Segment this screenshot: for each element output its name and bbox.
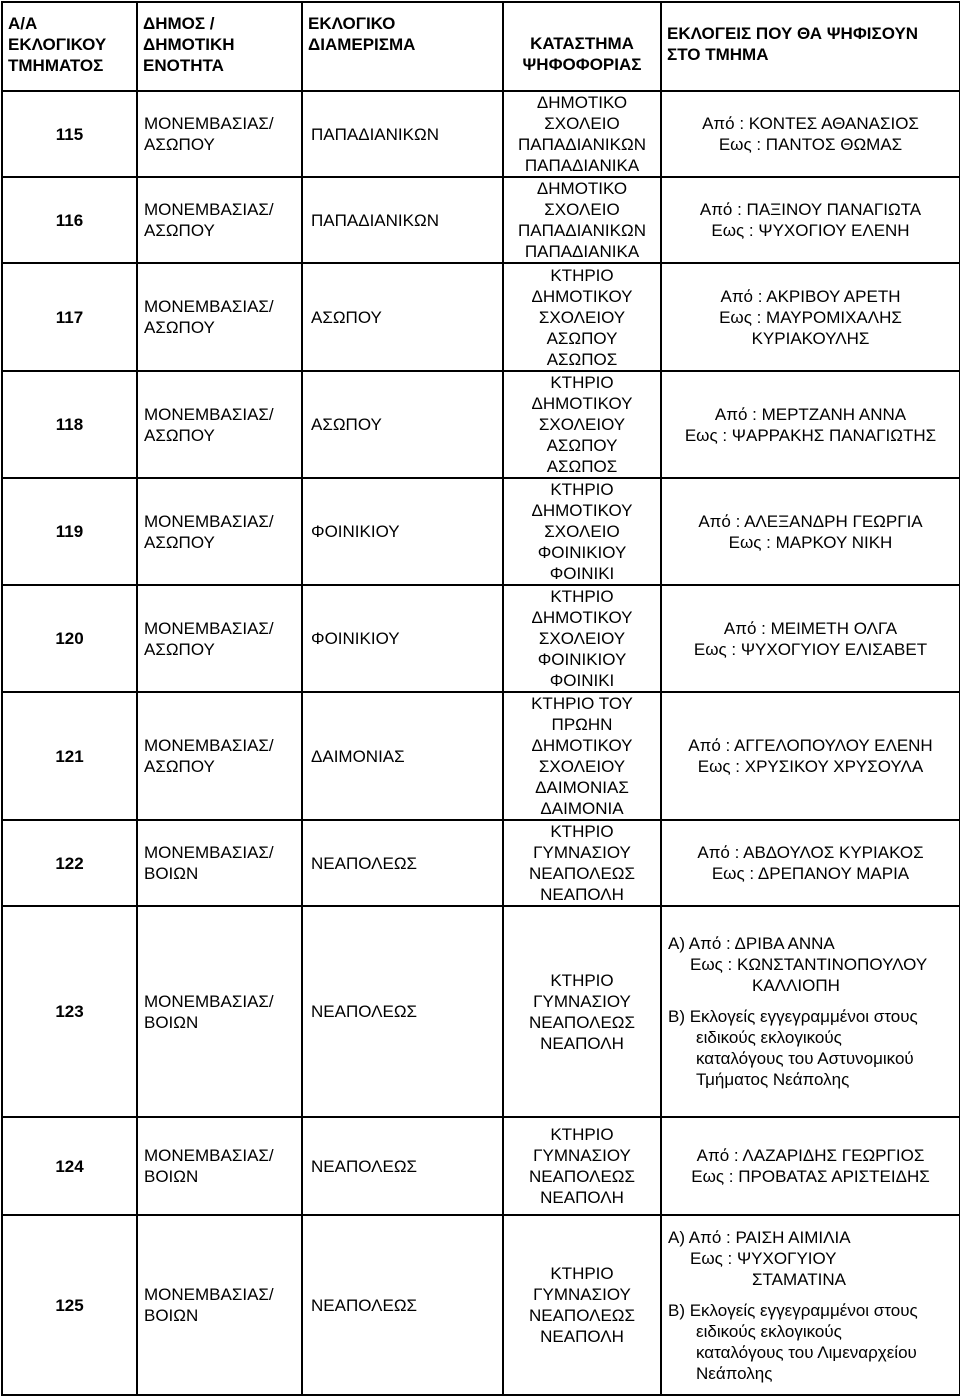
polling-station-line: ΠΑΠΑΔΙΑΝΙΚΑ: [524, 156, 640, 175]
section-number-cell: 119: [2, 478, 137, 585]
header-text: ΕΝΟΤΗΤΑ: [143, 56, 224, 75]
polling-station-line: ΝΕΑΠΟΛΗ: [540, 1327, 624, 1346]
voters-line: Τμήματος Νεάπολης: [696, 1070, 850, 1089]
municipality-line: ΑΣΩΠΟΥ: [144, 757, 215, 776]
table-row: [2, 1215, 960, 1395]
polling-station-line: ΝΕΑΠΟΛΕΩΣ: [528, 864, 636, 883]
polling-station-line: ΣΧΟΛΕΙΟ: [544, 522, 620, 541]
polling-station-cell: [503, 371, 661, 478]
polling-station-line: ΑΣΩΠΟΥ: [546, 436, 618, 455]
polling-station-line: ΓΥΜΝΑΣΙΟΥ: [533, 1146, 631, 1165]
voters-gap: [668, 996, 959, 1006]
municipality-cell: [137, 906, 302, 1117]
polling-station-cell: [503, 177, 661, 263]
polling-station-line: ΦΟΙΝΙΚΙΟΥ: [537, 543, 627, 562]
header-text: ΕΚΛΟΓΙΚΟΥ: [8, 35, 107, 54]
voters-range-cell: [661, 585, 960, 692]
municipality-line: ΜΟΝΕΜΒΑΣΙΑΣ/: [144, 297, 274, 316]
municipality-line: ΑΣΩΠΟΥ: [144, 135, 215, 154]
municipality-cell: [137, 1215, 302, 1395]
voters-line: ΚΥΡΙΑΚΟΥΛΗΣ: [751, 328, 870, 348]
section-number-cell: 123: [2, 906, 137, 1117]
municipality-line: ΑΣΩΠΟΥ: [144, 532, 215, 552]
header-polling-station: [503, 2, 661, 91]
municipality-line: ΜΟΝΕΜΒΑΣΙΑΣ/: [144, 736, 274, 755]
voters-range-cell: [661, 906, 960, 1117]
municipality-line: ΑΣΩΠΟΥ: [144, 425, 215, 445]
table-row: [2, 177, 960, 263]
voters-line: Εως : ΜΑΥΡΟΜΙΧΑΛΗΣ: [719, 307, 902, 327]
municipality-cell: [137, 371, 302, 478]
polling-station-line: ΚΤΗΡΙΟ: [550, 1264, 614, 1283]
voters-line: Από : ΑΒΔΟΥΛΟΣ ΚΥΡΙΑΚΟΣ: [697, 843, 924, 862]
polling-station-line: ΝΕΑΠΟΛΗ: [540, 1188, 624, 1207]
polling-station-line: ΝΕΑΠΟΛΗ: [540, 1033, 624, 1053]
table-row: [2, 692, 960, 820]
table-row: [2, 906, 960, 1117]
voters-range-cell: [661, 177, 960, 263]
section-number-cell: 117: [2, 263, 137, 371]
polling-station-line: ΝΕΑΠΟΛΗ: [540, 885, 624, 904]
polling-station-cell: [503, 478, 661, 585]
voters-range-cell: [661, 820, 960, 906]
header-district: [302, 2, 503, 91]
voters-range-cell: [661, 371, 960, 478]
polling-station-cell: [503, 91, 661, 177]
municipality-line: ΑΣΩΠΟΥ: [144, 221, 215, 240]
voters-line: ΣΤΑΜΑΤΙΝΑ: [752, 1269, 846, 1289]
voters-line: Νεάπολης: [696, 1363, 773, 1383]
table-row: [2, 585, 960, 692]
polling-station-line: ΣΧΟΛΕΙΟΥ: [538, 629, 626, 648]
header-text: ΚΑΤΑΣΤΗΜΑ: [530, 34, 634, 53]
district-cell: ΔΑΙΜΟΝΙΑΣ: [302, 692, 503, 820]
voters-line: Από : ΑΛΕΞΑΝΔΡΗ ΓΕΩΡΓΙΑ: [698, 511, 923, 531]
voters-line: Από : ΚΟΝΤΕΣ ΑΘΑΝΑΣΙΟΣ: [702, 114, 919, 133]
polling-station-line: ΠΑΠΑΔΙΑΝΙΚΩΝ: [518, 135, 646, 154]
header-voters: [661, 2, 960, 91]
municipality-line: ΑΣΩΠΟΥ: [144, 639, 215, 659]
polling-station-line: ΣΧΟΛΕΙΟΥ: [538, 415, 626, 434]
municipality-cell: [137, 478, 302, 585]
polling-station-line: ΔΗΜΟΤΙΚΟ: [536, 179, 628, 198]
section-number-cell: 118: [2, 371, 137, 478]
header-text: ΣΤΟ ΤΜΗΜΑ: [667, 45, 769, 64]
section-number-cell: 122: [2, 820, 137, 906]
voters-line: Β) Εκλογείς εγγεγραμμένοι στους: [668, 1007, 918, 1026]
municipality-line: ΜΟΝΕΜΒΑΣΙΑΣ/: [144, 1146, 274, 1165]
voters-line: Α) Από : ΡΑΙΣΗ ΑΙΜΙΛΙΑ: [668, 1227, 851, 1247]
polling-station-line: ΚΤΗΡΙΟ ΤΟΥ: [531, 694, 633, 713]
municipality-line: ΜΟΝΕΜΒΑΣΙΑΣ/: [144, 404, 274, 424]
header-text: ΕΚΛΟΓΙΚΟ: [308, 14, 396, 33]
section-number-cell: 125: [2, 1215, 137, 1395]
table-header-row: [2, 2, 960, 91]
section-number-cell: 124: [2, 1117, 137, 1215]
municipality-cell: [137, 585, 302, 692]
polling-station-line: ΚΤΗΡΙΟ: [550, 1125, 614, 1144]
municipality-line: ΜΟΝΕΜΒΑΣΙΑΣ/: [144, 200, 274, 219]
municipality-line: ΜΟΝΕΜΒΑΣΙΑΣ/: [144, 511, 274, 531]
voters-line: Α) Από : ΔΡΙΒΑ ΑΝΝΑ: [668, 934, 835, 953]
table-body: [2, 91, 960, 1395]
municipality-cell: [137, 820, 302, 906]
polling-station-line: ΔΗΜΟΤΙΚΟΥ: [531, 501, 633, 520]
voters-line: καταλόγους του Λιμεναρχείου: [696, 1342, 917, 1362]
polling-station-line: ΔΑΙΜΟΝΙΑΣ: [535, 778, 629, 797]
district-cell: ΠΑΠΑΔΙΑΝΙΚΩΝ: [302, 91, 503, 177]
voters-line: Από : ΑΚΡΙΒΟΥ ΑΡΕΤΗ: [720, 286, 901, 306]
section-number-cell: 115: [2, 91, 137, 177]
polling-station-cell: [503, 820, 661, 906]
voters-line: Από : ΑΓΓΕΛΟΠΟΥΛΟΥ ΕΛΕΝΗ: [688, 736, 933, 755]
voters-range-cell: [661, 478, 960, 585]
header-section-number: [2, 2, 137, 91]
polling-station-line: ΚΤΗΡΙΟ: [550, 373, 614, 392]
municipality-line: ΜΟΝΕΜΒΑΣΙΑΣ/: [144, 991, 274, 1011]
polling-station-line: ΚΤΗΡΙΟ: [550, 265, 614, 285]
polling-station-cell: [503, 263, 661, 371]
district-cell: ΝΕΑΠΟΛΕΩΣ: [302, 1117, 503, 1215]
polling-station-line: ΔΗΜΟΤΙΚΟΥ: [531, 736, 633, 755]
municipality-line: ΒΟΙΩΝ: [144, 1306, 199, 1325]
voters-gap: [668, 1290, 959, 1300]
polling-station-line: ΝΕΑΠΟΛΕΩΣ: [528, 1012, 636, 1032]
municipality-line: ΜΟΝΕΜΒΑΣΙΑΣ/: [144, 1285, 274, 1304]
voters-line: Εως : ΨΥΧΟΓΥΙΟΥ ΕΛΙΣΑΒΕΤ: [693, 639, 928, 659]
district-cell: ΑΣΩΠΟΥ: [302, 371, 503, 478]
voters-line: Εως : ΨΑΡΡΑΚΗΣ ΠΑΝΑΓΙΩΤΗΣ: [684, 425, 937, 445]
voters-range-cell: [661, 692, 960, 820]
polling-station-line: ΚΤΗΡΙΟ: [550, 970, 614, 990]
section-number-cell: 120: [2, 585, 137, 692]
municipality-line: ΑΣΩΠΟΥ: [144, 318, 215, 337]
voters-line: Εως : ΔΡΕΠΑΝΟΥ ΜΑΡΙΑ: [711, 864, 910, 883]
voters-range-cell: [661, 1117, 960, 1215]
voters-line: Εως : ΠΡΟΒΑΤΑΣ ΑΡΙΣΤΕΙΔΗΣ: [691, 1167, 930, 1186]
header-text: ΤΜΗΜΑΤΟΣ: [8, 56, 104, 75]
section-number-cell: 116: [2, 177, 137, 263]
polling-station-line: ΓΥΜΝΑΣΙΟΥ: [533, 1285, 631, 1304]
polling-station-line: ΝΕΑΠΟΛΕΩΣ: [528, 1306, 636, 1325]
municipality-line: ΜΟΝΕΜΒΑΣΙΑΣ/: [144, 114, 274, 133]
voters-line: Εως : ΠΑΝΤΟΣ ΘΩΜΑΣ: [718, 135, 903, 154]
header-municipality: [137, 2, 302, 91]
polling-station-line: ΠΑΠΑΔΙΑΝΙΚΑ: [524, 242, 640, 261]
voters-line: ειδικούς εκλογικούς: [696, 1321, 842, 1341]
polling-station-line: ΠΑΠΑΔΙΑΝΙΚΩΝ: [518, 221, 646, 240]
municipality-cell: [137, 692, 302, 820]
voters-line: Από : ΜΕΡΤΖΑΝΗ ΑΝΝΑ: [714, 404, 907, 424]
district-cell: ΝΕΑΠΟΛΕΩΣ: [302, 906, 503, 1117]
polling-station-cell: [503, 1215, 661, 1395]
district-cell: ΝΕΑΠΟΛΕΩΣ: [302, 1215, 503, 1395]
municipality-cell: [137, 177, 302, 263]
header-text: ΔΗΜΟΤΙΚΗ: [143, 35, 235, 54]
polling-station-line: ΣΧΟΛΕΙΟΥ: [538, 757, 626, 776]
table-row: [2, 263, 960, 371]
table-row: [2, 478, 960, 585]
polling-station-cell: [503, 692, 661, 820]
voters-line: ΚΑΛΛΙΟΠΗ: [752, 976, 840, 995]
voters-range-cell: [661, 1215, 960, 1395]
municipality-line: ΜΟΝΕΜΒΑΣΙΑΣ/: [144, 618, 274, 638]
polling-station-line: ΝΕΑΠΟΛΕΩΣ: [528, 1167, 636, 1186]
polling-station-line: ΓΥΜΝΑΣΙΟΥ: [533, 843, 631, 862]
table-row: [2, 820, 960, 906]
polling-station-line: ΑΣΩΠΟΥ: [546, 328, 618, 348]
polling-station-line: ΦΟΙΝΙΚΙ: [549, 564, 615, 583]
polling-station-line: ΣΧΟΛΕΙΟΥ: [538, 307, 626, 327]
municipality-cell: [137, 1117, 302, 1215]
municipality-line: ΒΟΙΩΝ: [144, 1167, 199, 1186]
polling-station-line: ΚΤΗΡΙΟ: [550, 587, 614, 606]
polling-station-line: ΚΤΗΡΙΟ: [550, 822, 614, 841]
district-cell: ΑΣΩΠΟΥ: [302, 263, 503, 371]
voters-line: Από : ΜΕΙΜΕΤΗ ΟΛΓΑ: [723, 618, 898, 638]
polling-station-line: ΦΟΙΝΙΚΙΟΥ: [537, 650, 627, 669]
section-number-cell: 121: [2, 692, 137, 820]
polling-station-cell: [503, 1117, 661, 1215]
table-row: [2, 1117, 960, 1215]
polling-station-line: ΠΡΩΗΝ: [551, 715, 613, 734]
voters-line: ειδικούς εκλογικούς: [696, 1028, 842, 1047]
voters-line: Από : ΛΑΖΑΡΙΔΗΣ ΓΕΩΡΓΙΟΣ: [696, 1146, 925, 1165]
polling-station-line: ΔΗΜΟΤΙΚΟΥ: [531, 394, 633, 413]
header-text: ΕΚΛΟΓΕΙΣ ΠΟΥ ΘΑ ΨΗΦΙΣΟΥΝ: [667, 24, 919, 43]
polling-station-cell: [503, 906, 661, 1117]
table-row: [2, 371, 960, 478]
voters-line: Εως : ΨΥΧΟΓΙΟΥ ΕΛΕΝΗ: [711, 221, 910, 240]
voters-line: Εως : ΜΑΡΚΟΥ ΝΙΚΗ: [728, 532, 893, 552]
header-text: ΨΗΦΟΦΟΡΙΑΣ: [522, 55, 642, 74]
district-cell: ΦΟΙΝΙΚΙΟΥ: [302, 478, 503, 585]
electoral-sections-table: [1, 1, 960, 1396]
polling-station-line: ΦΟΙΝΙΚΙ: [549, 671, 615, 690]
polling-station-cell: [503, 585, 661, 692]
municipality-line: ΒΟΙΩΝ: [144, 864, 199, 883]
polling-station-line: ΔΗΜΟΤΙΚΟ: [536, 93, 628, 112]
polling-station-line: ΚΤΗΡΙΟ: [550, 480, 614, 499]
polling-station-line: ΓΥΜΝΑΣΙΟΥ: [533, 991, 631, 1011]
voters-range-cell: [661, 263, 960, 371]
district-cell: ΠΑΠΑΔΙΑΝΙΚΩΝ: [302, 177, 503, 263]
polling-station-line: ΑΣΩΠΟΣ: [546, 349, 618, 369]
voters-line: Από : ΠΑΞΙΝΟΥ ΠΑΝΑΓΙΩΤΑ: [699, 200, 922, 219]
municipality-line: ΒΟΙΩΝ: [144, 1012, 199, 1032]
polling-station-line: ΣΧΟΛΕΙΟ: [544, 114, 620, 133]
polling-station-line: ΑΣΩΠΟΣ: [546, 457, 618, 476]
voters-line: Β) Εκλογείς εγγεγραμμένοι στους: [668, 1300, 918, 1320]
municipality-cell: [137, 263, 302, 371]
voters-line: Εως : ΧΡΥΣΙΚΟΥ ΧΡΥΣΟΥΛΑ: [697, 757, 924, 776]
polling-station-line: ΔΗΜΟΤΙΚΟΥ: [531, 286, 633, 306]
polling-station-line: ΔΑΙΜΟΝΙΑ: [540, 799, 624, 818]
voters-range-cell: [661, 91, 960, 177]
voters-line: Εως : ΚΩΝΣΤΑΝΤΙΝΟΠΟΥΛΟΥ: [690, 955, 928, 974]
header-text: ΔΙΑΜΕΡΙΣΜΑ: [308, 35, 416, 54]
polling-station-line: ΔΗΜΟΤΙΚΟΥ: [531, 608, 633, 627]
voters-line: Εως : ΨΥΧΟΓΥΙΟΥ: [690, 1248, 837, 1268]
header-text: ΔΗΜΟΣ /: [143, 14, 215, 33]
municipality-cell: [137, 91, 302, 177]
municipality-line: ΜΟΝΕΜΒΑΣΙΑΣ/: [144, 843, 274, 862]
voters-line: καταλόγους του Αστυνομικού: [696, 1049, 914, 1068]
polling-station-line: ΣΧΟΛΕΙΟ: [544, 200, 620, 219]
district-cell: ΦΟΙΝΙΚΙΟΥ: [302, 585, 503, 692]
table-row: [2, 91, 960, 177]
header-text: Α/Α: [8, 14, 38, 33]
district-cell: ΝΕΑΠΟΛΕΩΣ: [302, 820, 503, 906]
